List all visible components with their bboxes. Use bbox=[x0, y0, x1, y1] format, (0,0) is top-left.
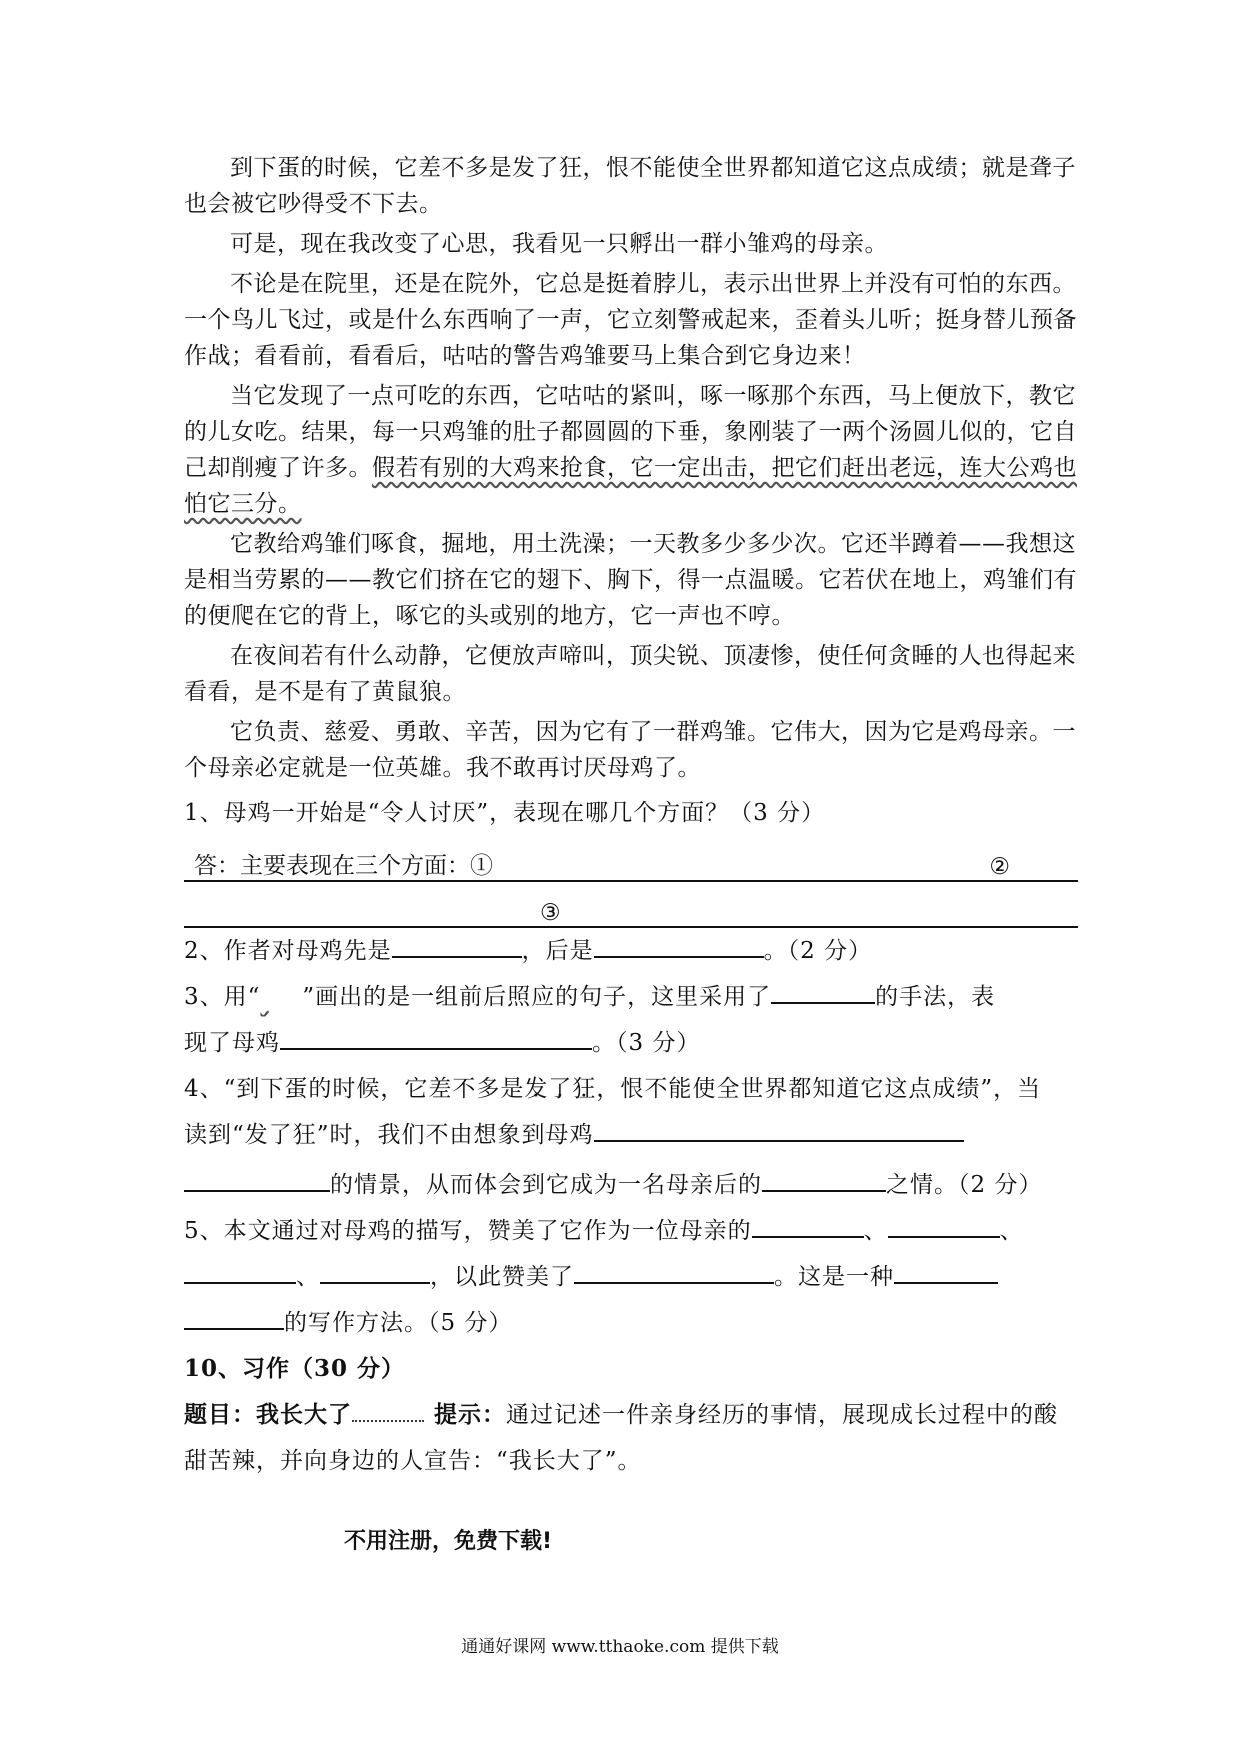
document-page bbox=[184, 150, 1078, 1555]
emphasis-char: 发 bbox=[524, 1076, 549, 1102]
wavy-line-sample bbox=[260, 974, 302, 1020]
paragraph: 可是，现在我改变了心思，我看见一只孵出一群小雏鸡的母亲。 bbox=[230, 231, 888, 257]
blank-field[interactable] bbox=[594, 1114, 964, 1142]
question-4-cont2 bbox=[184, 1162, 1078, 1208]
answer-line-2[interactable] bbox=[184, 882, 1078, 928]
paragraph: 到下蛋的时候，它差不多是发了狂，恨不能使全世界都知道它这点成绩；就是聋子也会被它吵得受不下去。 bbox=[184, 155, 1076, 217]
question-text: 之情。（2 分） bbox=[886, 1172, 1043, 1198]
separator: 、 bbox=[999, 1218, 1024, 1244]
dotted-blank bbox=[352, 1398, 424, 1422]
answer-prefix: 答：主要表现在三个方面：① bbox=[194, 853, 493, 879]
paragraph: 在夜间若有什么动静，它便放声啼叫，顶尖锐、顶凄惨，使任何贪睡的人也得起来看看，是不是有了黄鼠狼。 bbox=[184, 643, 1076, 705]
paragraph: 它负责、慈爱、勇敢、辛苦，因为它有了一群鸡雏。它伟大，因为它是鸡母亲。一个母亲必定就是一位英雄。我不敢再讨厌母鸡了。 bbox=[184, 719, 1076, 781]
question-text: 4、“到下蛋的时候，它差不多是 bbox=[184, 1076, 525, 1102]
blank-field[interactable] bbox=[752, 1210, 864, 1238]
blank-field[interactable] bbox=[184, 1256, 296, 1284]
blank-field[interactable] bbox=[594, 930, 764, 958]
blank-field[interactable] bbox=[184, 1164, 330, 1192]
question-text: 的写作方法。（5 分） bbox=[284, 1310, 513, 1336]
question-text: 。这是一种 bbox=[774, 1264, 894, 1290]
question-text: 。（2 分） bbox=[763, 938, 873, 964]
question-text: ”画出的是一组前后照应的句子，这里采用了 bbox=[302, 984, 772, 1010]
blank-field[interactable] bbox=[888, 1210, 1000, 1238]
blank-field[interactable] bbox=[280, 1022, 592, 1050]
question-3-cont bbox=[184, 1020, 1078, 1066]
footer-text: 通通好课网 www.tthaoke.com 提供下载 bbox=[461, 1637, 779, 1657]
blank-field[interactable] bbox=[762, 1164, 886, 1192]
question-2 bbox=[184, 928, 1078, 974]
question-4-cont bbox=[184, 1112, 1078, 1158]
question-text: 2、作者对母鸡先是 bbox=[184, 938, 392, 964]
paragraph-text: 当它发现了一点可吃的东西，它咕咕的紧叫，啄一啄那个东西，马上便放下，教它的儿女吃。结果，每一只鸡雏的肚子都圆圆的下垂，象刚装了一两个汤圆儿似的，它自己却削瘦了许多。 bbox=[184, 383, 1077, 481]
paragraph: 不论是在院里，还是在院外，它总是挺着脖儿，表示出世界上并没有可怕的东西。一个鸟儿飞过，或是什么东西响了一声，它立刻警戒起来，歪着头儿听；挺身替儿预备作战；看看前，看看后，咕咕的警告鸡雏要马上集合到它身边来！ bbox=[184, 271, 1077, 369]
blank-field[interactable] bbox=[894, 1256, 998, 1284]
circle-number-3: ③ bbox=[540, 900, 561, 926]
separator: 、 bbox=[863, 1218, 888, 1244]
composition-prompt bbox=[184, 1392, 1078, 1484]
question-5-cont2 bbox=[184, 1300, 1078, 1346]
circle-number-2: ② bbox=[989, 854, 1010, 880]
question-text: 现了母鸡 bbox=[184, 1030, 280, 1056]
question-text: 3、用“ bbox=[184, 984, 261, 1010]
question-3 bbox=[184, 974, 1078, 1020]
blank-field[interactable] bbox=[771, 976, 875, 1004]
emphasis-char: 了 bbox=[548, 1076, 573, 1102]
paragraph bbox=[184, 378, 1078, 522]
blank-field[interactable] bbox=[320, 1256, 430, 1284]
hint-text: 通过记述一件亲身经历的事情，展现成长过程中的酸甜苦辣，并向身边的人宣告：“我长大了”。 bbox=[184, 1402, 1058, 1474]
paragraph: 它教给鸡雏们啄食，掘地，用土洗澡；一天教多少多少次。它还半蹲着——我想这是相当劳累的——教它们挤在它的翅下、胸下，得一点温暖。它若伏在地上，鸡雏们有的便爬在它的背上，啄它的头或别的地方，它一声也不哼。 bbox=[184, 531, 1077, 629]
question-text: 的手法，表 bbox=[875, 984, 996, 1010]
download-note: 不用注册，免费下载! bbox=[344, 1529, 553, 1554]
question-1: 1、母鸡一开始是“令人讨厌”，表现在哪几个方面？（3 分） bbox=[184, 800, 826, 826]
question-text: 。（3 分） bbox=[592, 1030, 701, 1056]
answer-line-1[interactable] bbox=[184, 836, 1078, 882]
blank-field[interactable] bbox=[184, 1302, 284, 1330]
hint-label: 提示： bbox=[434, 1401, 506, 1428]
emphasis-char: 狂 bbox=[572, 1076, 597, 1102]
question-5 bbox=[184, 1208, 1078, 1254]
question-text: ，恨不能使全世界都知道它这点成绩”，当 bbox=[596, 1076, 1042, 1102]
question-text: 5、本文通过对母鸡的描写，赞美了它作为一位母亲的 bbox=[184, 1218, 752, 1244]
question-5-cont bbox=[184, 1254, 1078, 1300]
question-text: 读到“发了狂”时，我们不由想象到母鸡 bbox=[184, 1122, 594, 1148]
separator: 、 bbox=[296, 1264, 320, 1290]
question-4 bbox=[184, 1066, 1078, 1112]
blank-field[interactable] bbox=[392, 930, 522, 958]
wavy-underlined-sentence: 假若有别的大鸡来抢食，它一定出击，把它们赶出老远，连大公鸡也怕它三分。 bbox=[184, 455, 1077, 517]
blank-field[interactable] bbox=[574, 1256, 774, 1284]
composition-title: 题目：我长大了 bbox=[184, 1401, 352, 1428]
question-text: ，后是 bbox=[521, 938, 594, 964]
question-text: 的情景，从而体会到它成为一名母亲后的 bbox=[330, 1172, 762, 1198]
composition-heading: 10、习作（30 分） bbox=[184, 1355, 406, 1382]
question-text: ，以此赞美了 bbox=[430, 1264, 574, 1290]
